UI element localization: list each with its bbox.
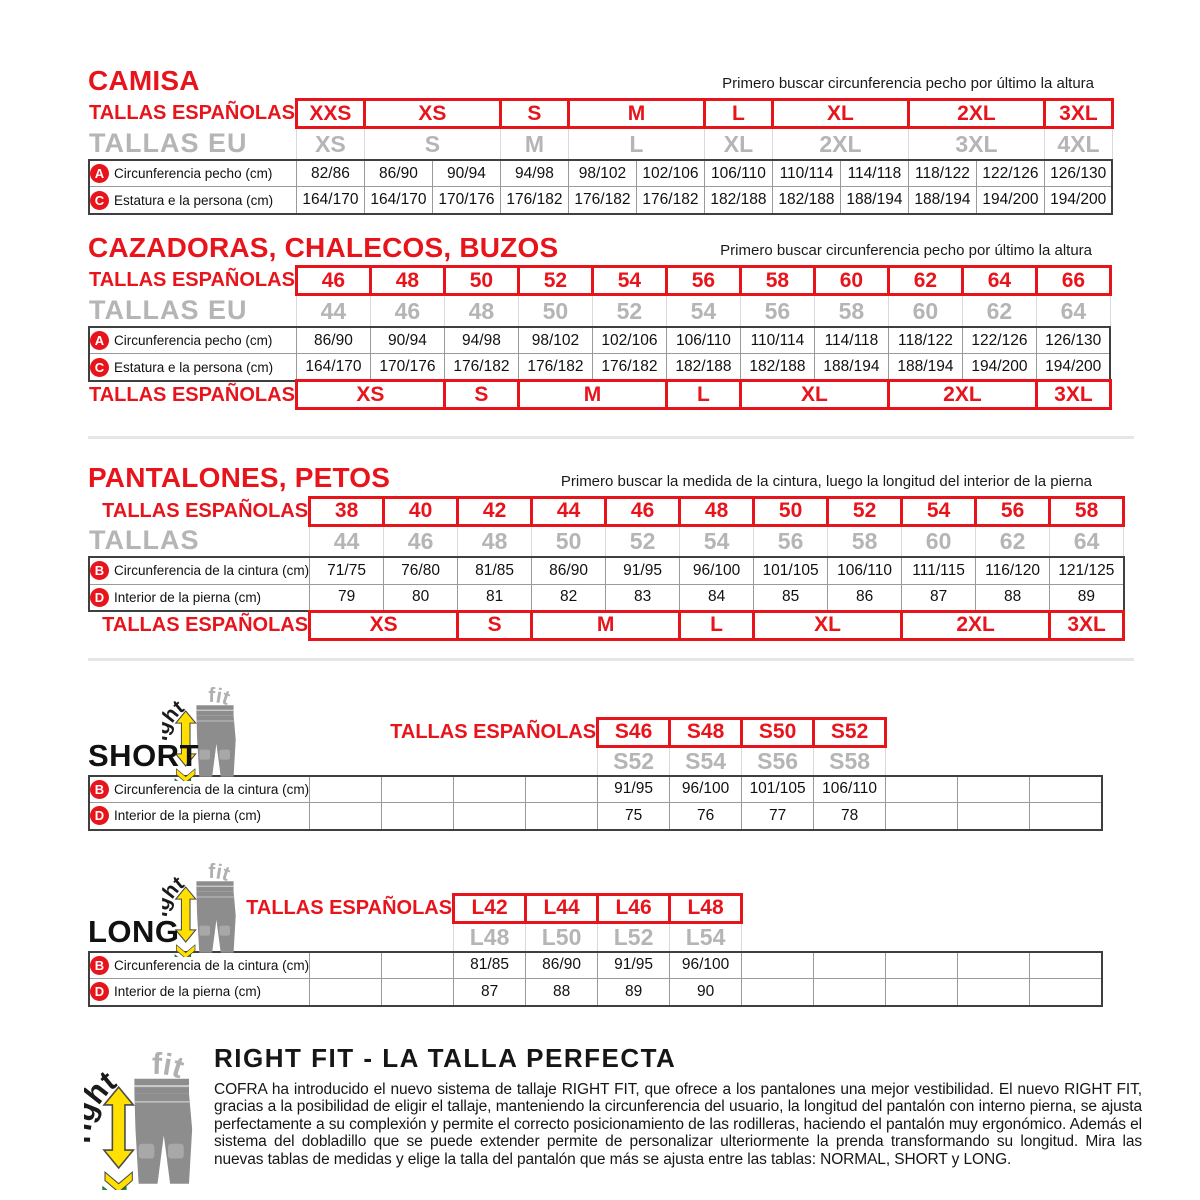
tallas-espanolas-label: TALLAS ESPAÑOLAS	[89, 269, 295, 292]
measure-value-cell	[1030, 803, 1102, 830]
measure-value-cell: 121/125	[1050, 557, 1124, 584]
size-cell: 54	[902, 497, 976, 525]
data-row	[89, 187, 1112, 214]
size-cell: 58	[740, 267, 814, 295]
size-cell: 62	[962, 295, 1036, 327]
size-cell: S58	[814, 746, 886, 776]
strip-row	[89, 381, 1110, 409]
data-row	[89, 979, 1102, 1006]
short-section	[88, 717, 1200, 831]
data-row	[89, 327, 1110, 354]
size-cell: 48	[370, 267, 444, 295]
size-cell: 66	[1036, 267, 1110, 295]
camisa-size-table	[88, 98, 1114, 215]
size-cell: XL	[704, 128, 772, 160]
spacer-cell	[886, 718, 1102, 746]
measure-label-text: Circunferencia de la cintura (cm)	[114, 781, 310, 797]
size-cell: 62	[888, 267, 962, 295]
size-cell: 3XL	[1050, 611, 1124, 639]
size-cell: XS	[364, 100, 500, 128]
measure-value-cell	[526, 803, 598, 830]
section-divider	[88, 658, 1134, 661]
size-cell: L	[568, 128, 704, 160]
measure-value-cell: 84	[680, 584, 754, 611]
cazadoras-section	[88, 233, 1200, 410]
tallas-espanolas-label: TALLAS ESPAÑOLAS	[246, 896, 453, 919]
measure-value-cell: 90	[670, 979, 742, 1006]
size-cell: 48	[444, 295, 518, 327]
size-cell: 48	[458, 525, 532, 557]
measure-value-cell	[454, 776, 526, 803]
size-cell: 52	[592, 295, 666, 327]
measure-value-cell: 91/95	[598, 776, 670, 803]
measure-value-cell: 111/115	[902, 557, 976, 584]
size-cell: 50	[754, 497, 828, 525]
measure-value-cell	[526, 776, 598, 803]
measure-letter-icon: C	[90, 358, 109, 377]
measure-label-text: Interior de la pierna (cm)	[114, 984, 262, 1000]
short-label: SHORT	[88, 737, 199, 773]
measure-value-cell: 194/200	[1036, 354, 1110, 381]
measure-letter-icon: D	[90, 806, 109, 825]
measure-value-cell: 182/188	[772, 187, 840, 214]
size-cell: S	[458, 611, 532, 639]
size-cell: S	[500, 100, 568, 128]
tallas-espanolas-label: TALLAS ESPAÑOLAS	[390, 720, 597, 743]
measure-label	[89, 160, 296, 187]
measure-value-cell: 79	[310, 584, 384, 611]
cazadoras-title: CAZADORAS, CHALECOS, BUZOS	[88, 231, 559, 263]
measure-value-cell: 98/102	[518, 327, 592, 354]
size-cell: 56	[976, 497, 1050, 525]
size-cell: 54	[680, 525, 754, 557]
size-cell: 64	[1050, 525, 1124, 557]
measure-value-cell: 96/100	[670, 776, 742, 803]
measure-value-cell	[382, 776, 454, 803]
size-cell: 48	[680, 497, 754, 525]
measure-value-cell: 82/86	[296, 160, 364, 187]
measure-value-cell: 118/122	[888, 327, 962, 354]
size-cell: 52	[606, 525, 680, 557]
measure-value-cell: 194/200	[976, 187, 1044, 214]
measure-value-cell	[310, 776, 382, 803]
size-cell: S52	[598, 746, 670, 776]
measure-value-cell: 85	[754, 584, 828, 611]
measure-label-text: Circunferencia de la cintura (cm)	[114, 563, 310, 579]
measure-value-cell: 122/126	[976, 160, 1044, 187]
measure-value-cell: 110/114	[740, 327, 814, 354]
measure-value-cell: 81	[458, 584, 532, 611]
measure-letter-icon: B	[90, 780, 109, 799]
measure-value-cell: 114/118	[814, 327, 888, 354]
measure-label-text: Circunferencia pecho (cm)	[114, 166, 273, 182]
measure-value-cell: 88	[976, 584, 1050, 611]
size-cell: 52	[828, 497, 902, 525]
measure-value-cell: 98/102	[568, 160, 636, 187]
measure-value-cell: 81/85	[458, 557, 532, 584]
size-cell: 58	[1050, 497, 1124, 525]
size-cell: 58	[828, 525, 902, 557]
measure-value-cell: 114/118	[840, 160, 908, 187]
size-cell: XS	[310, 611, 458, 639]
size-cell: 50	[444, 267, 518, 295]
measure-value-cell	[310, 979, 382, 1006]
data-row	[89, 160, 1112, 187]
measure-value-cell: 91/95	[598, 952, 670, 979]
size-cell: S	[364, 128, 500, 160]
measure-value-cell: 86/90	[296, 327, 370, 354]
size-cell: L	[680, 611, 754, 639]
measure-value-cell: 77	[742, 803, 814, 830]
measure-value-cell	[886, 803, 958, 830]
tallas-espanolas-label: TALLAS ESPAÑOLAS	[89, 383, 295, 406]
measure-letter-icon: B	[90, 561, 109, 580]
size-cell: 56	[666, 267, 740, 295]
measure-value-cell: 78	[814, 803, 886, 830]
measure-label-text: Estatura e la persona (cm)	[114, 192, 274, 208]
size-cell: XL	[772, 100, 908, 128]
measure-value-cell: 182/188	[666, 354, 740, 381]
measure-value-cell: 86	[828, 584, 902, 611]
measure-value-cell: 83	[606, 584, 680, 611]
rightfit-title: RIGHT FIT - LA TALLA PERFECTA	[214, 1042, 677, 1073]
size-cell: 3XL	[1036, 381, 1110, 409]
size-cell: 3XL	[1044, 100, 1112, 128]
camisa-section	[88, 66, 1200, 215]
measure-value-cell: 164/170	[296, 187, 364, 214]
size-cell: M	[518, 381, 666, 409]
measure-value-cell: 88	[526, 979, 598, 1006]
measure-value-cell: 82	[532, 584, 606, 611]
size-cell: 2XL	[888, 381, 1036, 409]
strip-row	[89, 611, 1124, 639]
size-cell: L48	[454, 922, 526, 952]
measure-value-cell: 126/130	[1036, 327, 1110, 354]
size-cell: 54	[592, 267, 666, 295]
measure-value-cell: 94/98	[444, 327, 518, 354]
size-cell: L42	[454, 894, 526, 922]
size-cell: XXS	[296, 100, 364, 128]
size-cell: S54	[670, 746, 742, 776]
size-cell: S56	[742, 746, 814, 776]
camisa-note: Primero buscar circunferencia pecho por último la altura	[722, 75, 1094, 93]
size-cell: 4XL	[1044, 128, 1112, 160]
measure-value-cell: 170/176	[432, 187, 500, 214]
size-cell: S	[444, 381, 518, 409]
size-cell: 3XL	[908, 128, 1044, 160]
measure-value-cell: 96/100	[670, 952, 742, 979]
size-cell: 60	[814, 267, 888, 295]
cazadoras-header	[88, 233, 1092, 262]
size-cell: L52	[598, 922, 670, 952]
size-cell: 40	[384, 497, 458, 525]
measure-value-cell: 102/106	[636, 160, 704, 187]
measure-letter-icon: D	[90, 588, 109, 607]
tallas-espanolas-label: TALLAS ESPAÑOLAS	[102, 499, 309, 522]
rightfit-logo	[84, 1043, 210, 1190]
size-cell: L46	[598, 894, 670, 922]
size-cell: 2XL	[902, 611, 1050, 639]
measure-value-cell: 90/94	[432, 160, 500, 187]
rightfit-body: COFRA ha introducido el nuevo sistema de tallaje RIGHT FIT, que ofrece a los pantalones una mejor vestibilidad. El nuevo RIGHT FIT, gracias a la posibilidad de eligir el tallaje, manteniendo la circunferencia del usuario, la longitud del pantalón con interno pierna, se ajusta perfectamente a su complexión y permite el correcto posicionamiento de las rodilleras, haciendo el pantalón muy ergonómico. Además el sistema del dobladillo que se puede extender permite de personalizar ulteriormente la prenda transformando su longitud. Mira las nuevas tablas de medidas y elige la talla del pantalón que más se ajusta entre las tablas: NORMAL, SHORT y LONG.	[214, 1080, 1142, 1168]
size-cell: M	[568, 100, 704, 128]
measure-value-cell	[958, 952, 1030, 979]
pantalones-size-table	[88, 496, 1125, 641]
cazadoras-size-table	[88, 265, 1112, 410]
measure-value-cell	[742, 979, 814, 1006]
measure-label	[89, 979, 310, 1006]
measure-value-cell: 176/182	[636, 187, 704, 214]
gray-row	[89, 525, 1124, 557]
measure-value-cell	[742, 952, 814, 979]
size-cell: 58	[814, 295, 888, 327]
measure-value-cell	[886, 776, 958, 803]
size-cell: XS	[296, 128, 364, 160]
measure-value-cell: 106/110	[828, 557, 902, 584]
measure-value-cell	[382, 979, 454, 1006]
measure-label-text: Interior de la pierna (cm)	[114, 808, 262, 824]
data-row	[89, 803, 1102, 830]
measure-label	[89, 187, 296, 214]
size-cell: 42	[458, 497, 532, 525]
size-cell: L	[666, 381, 740, 409]
measure-value-cell: 188/194	[814, 354, 888, 381]
measure-value-cell: 91/95	[606, 557, 680, 584]
measure-value-cell: 86/90	[526, 952, 598, 979]
measure-letter-icon: B	[90, 956, 109, 975]
gray-row	[89, 295, 1110, 327]
rightfit-logo-wrap	[84, 1043, 214, 1195]
measure-value-cell: 126/130	[1044, 160, 1112, 187]
size-cell: XS	[296, 381, 444, 409]
measure-value-cell: 164/170	[296, 354, 370, 381]
measure-value-cell	[814, 952, 886, 979]
measure-value-cell: 194/200	[1044, 187, 1112, 214]
long-section	[88, 893, 1200, 1007]
measure-value-cell: 81/85	[454, 952, 526, 979]
measure-value-cell	[382, 803, 454, 830]
measure-value-cell	[958, 979, 1030, 1006]
measure-value-cell: 96/100	[680, 557, 754, 584]
measure-value-cell: 75	[598, 803, 670, 830]
measure-value-cell	[886, 979, 958, 1006]
size-cell: 38	[310, 497, 384, 525]
size-cell: L	[704, 100, 772, 128]
tallas-eu-label: TALLAS EU	[89, 294, 248, 325]
section-divider	[88, 436, 1134, 439]
measure-value-cell: 87	[902, 584, 976, 611]
measure-value-cell	[1030, 952, 1102, 979]
size-cell: 64	[962, 267, 1036, 295]
size-cell: 50	[518, 295, 592, 327]
measure-value-cell: 116/120	[976, 557, 1050, 584]
measure-value-cell: 101/105	[742, 776, 814, 803]
cazadoras-note: Primero buscar circunferencia pecho por último la altura	[720, 242, 1092, 260]
size-cell: 46	[370, 295, 444, 327]
size-cell: XL	[740, 381, 888, 409]
measure-value-cell: 110/114	[772, 160, 840, 187]
long-label: LONG	[88, 913, 180, 949]
measure-value-cell: 101/105	[754, 557, 828, 584]
pantalones-note: Primero buscar la medida de la cintura, luego la longitud del interior de la pierna	[560, 472, 1092, 490]
measure-value-cell: 122/126	[962, 327, 1036, 354]
measure-value-cell	[382, 952, 454, 979]
strip-row	[89, 497, 1124, 525]
size-cell: XL	[754, 611, 902, 639]
size-cell: 52	[518, 267, 592, 295]
measure-value-cell	[454, 803, 526, 830]
size-cell: 46	[384, 525, 458, 557]
measure-label-text: Estatura e la persona (cm)	[114, 359, 274, 375]
measure-value-cell: 86/90	[364, 160, 432, 187]
strip-row	[89, 267, 1110, 295]
measure-letter-icon: A	[90, 164, 109, 183]
tallas-eu-label: TALLAS	[89, 525, 200, 556]
measure-label	[89, 584, 310, 611]
measure-value-cell	[1030, 979, 1102, 1006]
measure-value-cell: 176/182	[500, 187, 568, 214]
measure-label	[89, 803, 310, 830]
pantalones-title: PANTALONES, PETOS	[88, 462, 391, 494]
tallas-espanolas-label: TALLAS ESPAÑOLAS	[102, 614, 309, 637]
measure-value-cell	[310, 952, 382, 979]
measure-value-cell: 194/200	[962, 354, 1036, 381]
measure-value-cell: 94/98	[500, 160, 568, 187]
measure-value-cell: 87	[454, 979, 526, 1006]
measure-value-cell: 106/110	[666, 327, 740, 354]
measure-value-cell: 182/188	[704, 187, 772, 214]
measure-value-cell: 188/194	[888, 354, 962, 381]
camisa-title: CAMISA	[88, 65, 200, 96]
size-cell: 60	[902, 525, 976, 557]
size-cell: S46	[598, 718, 670, 746]
size-cell: 54	[666, 295, 740, 327]
camisa-header	[88, 66, 1094, 95]
measure-value-cell: 182/188	[740, 354, 814, 381]
size-cell: 50	[532, 525, 606, 557]
measure-value-cell: 188/194	[840, 187, 908, 214]
size-cell: S50	[742, 718, 814, 746]
strip-row	[89, 100, 1112, 128]
size-cell: 62	[976, 525, 1050, 557]
size-cell: M	[532, 611, 680, 639]
size-cell: 64	[1036, 295, 1110, 327]
size-cell: 2XL	[908, 100, 1044, 128]
rightfit-section	[88, 1043, 1200, 1195]
spacer-cell	[742, 894, 1102, 922]
measure-label	[89, 327, 296, 354]
size-cell: 46	[606, 497, 680, 525]
measure-value-cell: 170/176	[370, 354, 444, 381]
measure-value-cell: 86/90	[532, 557, 606, 584]
size-cell: 44	[296, 295, 370, 327]
tallas-eu-label: TALLAS EU	[89, 127, 248, 158]
size-cell: L48	[670, 894, 742, 922]
measure-letter-icon: D	[90, 982, 109, 1001]
size-cell: 46	[296, 267, 370, 295]
tallas-espanolas-label: TALLAS ESPAÑOLAS	[89, 102, 295, 125]
size-cell: 44	[310, 525, 384, 557]
size-cell: S52	[814, 718, 886, 746]
measure-label-text: Interior de la pierna (cm)	[114, 589, 262, 605]
size-cell: S48	[670, 718, 742, 746]
measure-value-cell: 106/110	[814, 776, 886, 803]
measure-value-cell: 89	[598, 979, 670, 1006]
measure-label	[89, 354, 296, 381]
measure-value-cell	[958, 776, 1030, 803]
rightfit-text-block	[214, 1043, 1142, 1195]
measure-value-cell: 176/182	[592, 354, 666, 381]
measure-value-cell	[310, 803, 382, 830]
size-cell: L44	[526, 894, 598, 922]
measure-value-cell: 76	[670, 803, 742, 830]
spacer-cell	[886, 746, 1102, 776]
size-cell: 44	[532, 497, 606, 525]
measure-letter-icon: C	[90, 191, 109, 210]
size-cell: L50	[526, 922, 598, 952]
measure-letter-icon: A	[90, 331, 109, 350]
spacer-cell	[742, 922, 1102, 952]
size-cell: 2XL	[772, 128, 908, 160]
measure-value-cell: 176/182	[568, 187, 636, 214]
gray-row	[89, 128, 1112, 160]
measure-value-cell: 188/194	[908, 187, 976, 214]
measure-label	[89, 557, 310, 584]
measure-value-cell: 76/80	[384, 557, 458, 584]
size-cell: 60	[888, 295, 962, 327]
measure-value-cell: 118/122	[908, 160, 976, 187]
measure-value-cell: 89	[1050, 584, 1124, 611]
size-cell: L54	[670, 922, 742, 952]
size-cell: M	[500, 128, 568, 160]
data-row	[89, 557, 1124, 584]
measure-value-cell	[958, 803, 1030, 830]
measure-value-cell: 176/182	[444, 354, 518, 381]
data-row	[89, 354, 1110, 381]
measure-value-cell	[886, 952, 958, 979]
measure-value-cell: 71/75	[310, 557, 384, 584]
pantalones-section	[88, 463, 1200, 640]
measure-value-cell: 106/110	[704, 160, 772, 187]
measure-value-cell: 90/94	[370, 327, 444, 354]
measure-value-cell: 80	[384, 584, 458, 611]
measure-value-cell: 102/106	[592, 327, 666, 354]
size-cell: 56	[754, 525, 828, 557]
measure-value-cell: 164/170	[364, 187, 432, 214]
pantalones-header	[88, 463, 1092, 492]
measure-value-cell	[814, 979, 886, 1006]
measure-label-text: Circunferencia pecho (cm)	[114, 333, 273, 349]
measure-value-cell	[1030, 776, 1102, 803]
data-row	[89, 584, 1124, 611]
size-cell: 56	[740, 295, 814, 327]
measure-label-text: Circunferencia de la cintura (cm)	[114, 957, 310, 973]
measure-value-cell: 176/182	[518, 354, 592, 381]
